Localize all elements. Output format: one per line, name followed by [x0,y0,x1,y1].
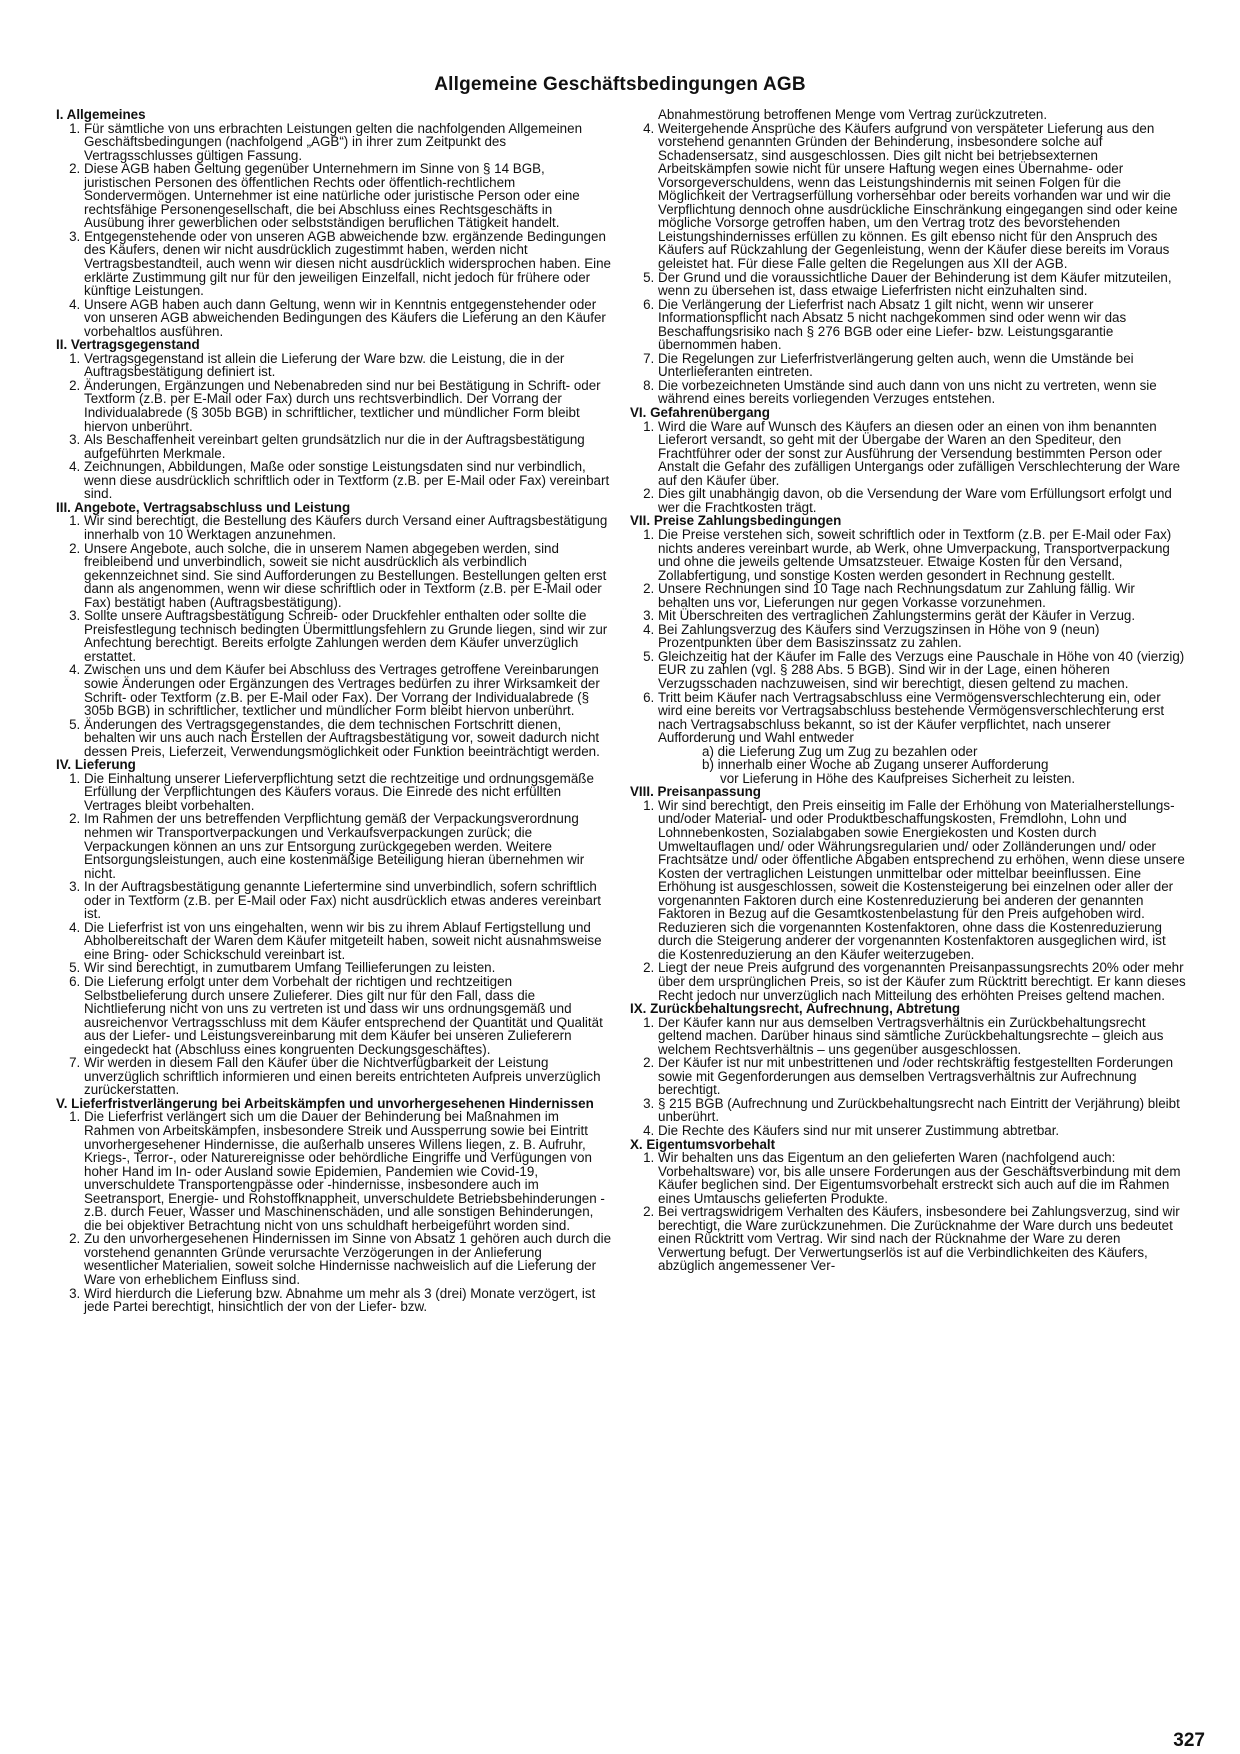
page-number: 327 [1173,1730,1205,1751]
section-list-gefahrenuebergang [630,420,1186,515]
list-item: 5. Der Grund und die voraussichtliche Dauer der Behinderung ist dem Käufer mitzuteilen, wenn zu übersehen ist, dass etwaige Lieferfristen nicht einzuhalten sind. [658,271,1186,298]
page-title: Allgemeine Geschäftsbedingungen AGB [434,74,806,95]
section-list-preise [630,528,1186,745]
section-list-lieferfristverlaengerung-part2 [630,122,1186,406]
list-item: 2. Diese AGB haben Geltung gegenüber Unternehmern im Sinne von § 14 BGB, juristischen Personen des öffentlichen Rechts oder öffentlich-rechtlichem Sondervermögen. Unternehmer ist eine natürliche oder juristische Person oder eine rechtsfähige Personengesellschaft, die bei Abschluss eines Rechtsgeschäfts in Ausübung ihrer gewerblichen oder selbstständigen beruflichen Tätigkeit handelt. [84,162,612,230]
list-item: 2. Liegt der neue Preis aufgrund des vorgenannten Preisanpassungsrechts 20% oder mehr über dem ursprünglichen Preis, so ist der Käufer zum Rücktritt berechtigt. Er kann dieses Recht jedoch nur unverzüglich nach Mitteilung des erhöhten Preises geltend machen. [658,961,1186,1002]
list-item: 6. Tritt beim Käufer nach Vertragsabschluss eine Vermögensverschlechterung ein, oder wird eine bereits vor Vertragsabschluss bestehende Vermögensverschlechterung erst nach Vertragsabschluss bekannt, so ist der Käufer verpflichtet, nach unserer Aufforderung und Wahl entweder [658,691,1186,745]
section-title-preise: VII. Preise Zahlungsbedingungen [630,513,842,529]
list-item: 1. Wir sind berechtigt, den Preis einseitig im Falle der Erhöhung von Materialherstellungs- und/oder Material- und oder Produktbeschaffungskosten, Fremdlohn, Lohn und Lohnnebenkosten, Sozialabgaben sowie Energiekosten und Kosten durch Umweltauflagen und/ oder Währungsregularien und/ oder Zolländerungen und/ oder Frachtsätze und/ oder öffentliche Abgaben entsprechend zu erhöhen, wenn diese unsere Kosten der vertraglichen Leistungen unmittelbar oder mittelbar beeinflussen. Eine Erhöhung ist ausgeschlossen, soweit die Kostensteigerung bei einzelnen oder aller der vorgenannten Faktoren durch eine Kostenreduzierung bei anderen der genannten Faktoren in Bezug auf die Gesamtkostenbelastung für den Preis aufgehoben wird. Reduzieren sich die vorgenannten Kostenfaktoren, ohne dass die Kostenreduzierung durch die Steigerung anderer der vorgenannten Kostenfaktoren ausgeglichen wird, ist die Kostenreduzierung an den Käufer weiterzugeben. [658,799,1186,962]
section-list-lieferfristverlaengerung-continued [630,108,1186,122]
list-item: 4. Unsere AGB haben auch dann Geltung, wenn wir in Kenntnis entgegenstehender oder von unseren AGB abweichenden Bedingungen des Käufers die Lieferung an den Käufer vorbehaltlos ausführen. [84,298,612,339]
list-item: 5. Wir sind berechtigt, in zumutbarem Umfang Teillieferungen zu leisten. [84,961,612,975]
list-item: 4. Die Lieferfrist ist von uns eingehalten, wenn wir bis zu ihrem Ablauf Fertigstellung und Abholbereitschaft der Waren dem Käufer mitgeteilt haben, soweit nicht ausnahmsweise eine Bring- oder Schickschuld vereinbart ist. [84,921,612,962]
list-item: 5. Änderungen des Vertragsgegenstandes, die dem technischen Fortschritt dienen, behalten wir uns auch nach Erstellen der Auftragsbestätigung vor, soweit dadurch nicht dessen Preis, Lieferzeit, Verwendungsmöglichkeit oder Funktion beeinträchtigt werden. [84,718,612,759]
list-item: 3. In der Auftragsbestätigung genannte Liefertermine sind unverbindlich, sofern schriftlich oder in Textform (z.B. per E-Mail oder Fax) nicht ausdrücklich etwas anderes vereinbart ist. [84,880,612,921]
list-item: 3. Mit Überschreiten des vertraglichen Zahlungstermins gerät der Käufer in Verzug. [658,609,1186,623]
list-item: 4. Weitergehende Ansprüche des Käufers aufgrund von verspäteter Lieferung aus den vorstehend genannten Gründen der Behinderung, insbesondere solche auf Schadensersatz, sind ausgeschlossen. Dies gilt nicht bei betriebsexternen Arbeitskämpfen sowie nicht für unsere Haftung wegen eines Übernahme- oder Vorsorgeverschuldens, wenn das Leistungshindernis mit seinen Folgen für die Möglichkeit der Vertragserfüllung vorhersehbar oder bereits vorhanden war und wir die Verpflichtung dennoch ohne ausdrückliche Einschränkung eingegangen sind oder keine mögliche Vorsorge getroffen haben, um den Vertrag trotz des bevorstehenden Leistungshindernisses erfüllen zu können. Es gilt ebenso nicht für den Anspruch des Käufers auf Rückzahlung der Gegenleistung, wenn der Käufer diese bereits im Voraus geleistet hat. Für diese Falle gelten die Regelungen aus XII der AGB. [658,122,1186,271]
list-item: 1. Die Preise verstehen sich, soweit schriftlich oder in Textform (z.B. per E-Mail oder Fax) nichts anderes vereinbart wurde, ab Werk, ohne Umverpackung, Transportverpackung und ohne die jeweils geltende Umsatzsteuer. Etwaige Kosten für den Versand, Zollabfertigung, und sonstige Kosten werden gesondert in Rechnung gestellt. [658,528,1186,582]
list-item: 4. Zwischen uns und dem Käufer bei Abschluss des Vertrages getroffene Vereinbarungen sowie Änderungen oder Ergänzungen des Vertrages bedürfen zu ihrer Wirksamkeit der Schrift- oder Textform (z.B. per E-Mail oder Fax). Der Vorrang der Individualabrede (§ 305b BGB) in schriftlicher, textlicher und mündlicher Form bleibt hiervon unberührt. [84,663,612,717]
list-item: 2. Änderungen, Ergänzungen und Nebenabreden sind nur bei Bestätigung in Schrift- oder Textform (z.B. per E-Mail oder Fax) durch uns rechtsverbindlich. Der Vorrang der Individualabrede (§ 305b BGB) in schriftlicher, textlicher und mündlicher Form bleibt hiervon unberührt. [84,379,612,433]
section-list-angebote [56,514,612,758]
list-item: 2. Zu den unvorhergesehenen Hindernissen im Sinne von Absatz 1 gehören auch durch die vorstehend genannten Gründe verursachte Verzögerungen in der Anlieferung wesentlicher Materialien, soweit solche Hindernisse nachweislich auf die Lieferung der Ware von erheblichem Einfluss sind. [84,1232,612,1286]
section-title-preisanpassung: VIII. Preisanpassung [630,784,761,800]
section-list-zurueckbehaltungsrecht [630,1016,1186,1138]
section-title-lieferung: IV. Lieferung [56,757,136,773]
section-title-eigentumsvorbehalt: X. Eigentumsvorbehalt [630,1136,776,1152]
list-item-continuation: Abnahmestörung betroffenen Menge vom Vertrag zurückzutreten. [658,107,1048,122]
list-item: 3. Als Beschaffenheit vereinbart gelten grundsätzlich nur die in der Auftragsbestätigung aufgeführten Merkmale. [84,433,612,460]
list-item: 1. Die Lieferfrist verlängert sich um die Dauer der Behinderung bei Maßnahmen im Rahmen von Arbeitskämpfen, insbesondere Streik und Aussperrung sowie bei Eintritt unvorhergesehener Hindernisse, die außerhalb unseres Willens liegen, z. B. Aufruhr, Kriegs-, Terror-, oder Naturereignisse oder behördliche Eingriffe und Verfügungen von hoher Hand im In- oder Ausland sowie Epidemien, Pandemien wie Covid-19, unverschuldete Transportengpässe oder -hindernisse, insbesondere auch im Seetransport, Energie- und Rohstoffknappheit, unverschuldete Betriebsbehinderungen - z.B. durch Feuer, Wasser und Maschinenschäden, und alle sonstigen Behinderungen, die bei objektiver Betrachtung nicht von uns schuldhaft herbeigeführt worden sind. [84,1110,612,1232]
list-item: 7. Die Regelungen zur Lieferfristverlängerung gelten auch, wenn die Umstände bei Unterlieferanten eintreten. [658,352,1186,379]
list-item: 4. Zeichnungen, Abbildungen, Maße oder sonstige Leistungsdaten sind nur verbindlich, wenn diese ausdrücklich schriftlich oder in Textform (z.B. per E-Mail oder Fax) vereinbart sind. [84,460,612,501]
list-item: 8. Die vorbezeichneten Umstände sind auch dann von uns nicht zu vertreten, wenn sie während eines bereits vorliegenden Verzuges entstehen. [658,379,1186,406]
list-item: 3. § 215 BGB (Aufrechnung und Zurückbehaltungsrecht nach Eintritt der Verjährung) bleibt unberührt. [658,1097,1186,1124]
section-list-eigentumsvorbehalt [630,1151,1186,1273]
list-item: 6. Die Lieferung erfolgt unter dem Vorbehalt der richtigen und rechtzeitigen Selbstbelieferung durch unsere Zulieferer. Dies gilt nur für den Fall, dass die Nichtlieferung nicht von uns zu vertreten ist und dass wir uns ordnungsgemäß und ausreichenvor Vertragsschluss mit dem Käufer entsprechend der Quantität und Qualität aus der Liefer- und Leistungsvereinbarung mit dem Käufer bei unseren Zulieferern eingedeckt hat (Abschluss eines kongruenten Deckungsgeschäftes). [84,975,612,1056]
left-column [56,108,612,1314]
list-item: 1. Wir sind berechtigt, die Bestellung des Käufers durch Versand einer Auftragsbestätigung innerhalb von 10 Werktagen anzunehmen. [84,514,612,541]
section-title-allgemeines: I. Allgemeines [56,107,146,122]
list-item: 3. Sollte unsere Auftragsbestätigung Schreib- oder Druckfehler enthalten oder sollte die Preisfestlegung technisch bedingten Übermittlungsfehlern zu Grunde liegen, sind wir zur Anfechtung berechtigt. Bereits erfolgte Zahlungen werden dem Käufer unverzüglich erstattet. [84,609,612,663]
list-item: 1. Die Einhaltung unserer Lieferverpflichtung setzt die rechtzeitige und ordnungsgemäße Erfüllung der Verpflichtungen des Käufers voraus. Die Einrede des nicht erfüllten Vertrages bleibt vorbehalten. [84,772,612,813]
right-column [630,108,1186,1273]
list-item: 2. Unsere Rechnungen sind 10 Tage nach Rechnungsdatum zur Zahlung fällig. Wir behalten uns vor, Lieferungen nur gegen Vorkasse vorzunehmen. [658,582,1186,609]
sub-item-b-continued: vor Lieferung in Höhe des Kaufpreises Sicherheit zu leisten. [720,770,1076,786]
sub-item-a: a) die Lieferung Zug um Zug zu bezahlen oder [702,743,978,759]
section-list-preisanpassung [630,799,1186,1002]
list-item: 5. Gleichzeitig hat der Käufer im Falle des Verzugs eine Pauschale in Höhe von 40 (vierzig) EUR zu zahlen (vgl. § 288 Abs. 5 BGB). Sind wir in der Lage, einen höheren Verzugsschaden nachzuweisen, sind wir berechtigt, diesen geltend zu machen. [658,650,1186,691]
section-title-gefahrenuebergang: VI. Gefahrenübergang [630,405,770,421]
list-item: 3. Entgegenstehende oder von unseren AGB abweichende bzw. ergänzende Bedingungen des Käufers, denen wir nicht ausdrücklich zugestimmt haben, werden nicht Vertragsbestandteil, auch wenn wir diesen nicht ausdrücklich widersprochen haben. Eine erklärte Zustimmung gilt nur für den jeweiligen Einzelfall, nicht jedoch für frühere oder künftige Leistungen. [84,230,612,298]
list-item: 4. Die Rechte des Käufers sind nur mit unserer Zustimmung abtretbar. [658,1124,1186,1138]
list-item: 1. Wir behalten uns das Eigentum an den gelieferten Waren (nachfolgend auch: Vorbehaltsware) vor, bis alle unsere Forderungen aus der Geschäftsverbindung mit dem Käufer beglichen sind. Der Eigentumsvorbehalt erstreckt sich auch auf die im Rahmen eines Umtauschs gelieferten Produkte. [658,1151,1186,1205]
sub-item-b: b) innerhalb einer Woche ab Zugang unserer Aufforderung [702,757,1049,773]
list-item: 1. Der Käufer kann nur aus demselben Vertragsverhältnis ein Zurückbehaltungsrecht geltend machen. Darüber hinaus sind sämtliche Zurückbehaltungsrechte – gleich aus welchem Rechtsverhältnis – uns gegenüber ausgeschlossen. [658,1016,1186,1057]
section-list-allgemeines [56,122,612,339]
section-title-lieferfristverlaengerung: V. Lieferfristverlängerung bei Arbeitskämpfen und unvorhergesehenen Hindernissen [56,1095,594,1111]
section-list-lieferung [56,772,612,1097]
list-item: 2. Im Rahmen der uns betreffenden Verpflichtung gemäß der Verpackungsverordnung nehmen wir Transportverpackungen und Verkaufsverpackungen zurück; die Verpackungen können an uns zur Entsorgung zurückgegeben werden. Weitere Entsorgungsleistungen, auch eine kostenmäßige Beteiligung hieran übernehmen wir nicht. [84,812,612,880]
section-list-lieferfristverlaengerung [56,1110,612,1313]
list-item: 2. Bei vertragswidrigem Verhalten des Käufers, insbesondere bei Zahlungsverzug, sind wir berechtigt, die Ware zurückzunehmen. Die Zurücknahme der Ware durch uns bedeutet einen Rücktritt vom Vertrag. Wir sind nach der Rücknahme der Ware zu deren Verwertung befugt. Der Verwertungserlös ist auf die Verbindlichkeiten des Käufers, abzüglich angemessener Ver- [658,1205,1186,1273]
section-title-angebote: III. Angebote, Vertragsabschluss und Leistung [56,499,351,515]
list-item: 2. Dies gilt unabhängig davon, ob die Versendung der Ware vom Erfüllungsort erfolgt und wer die Frachtkosten trägt. [658,487,1186,514]
list-item: 2. Unsere Angebote, auch solche, die in unserem Namen abgegeben werden, sind freibleibend und unverbindlich, soweit sie nicht ausdrücklich als verbindlich gekennzeichnet sind. Sie sind Aufforderungen zu Bestellungen. Bestellungen gelten erst dann als angenommen, wenn wir diese schriftlich oder in Textform (z.B. per E-Mail oder Fax) bestätigt haben (Auftragsbestätigung). [84,542,612,610]
list-item: 1. Für sämtliche von uns erbrachten Leistungen gelten die nachfolgenden Allgemeinen Geschäftsbedingungen (nachfolgend „AGB“) in ihrer zum Zeitpunkt des Vertragsschlusses gültigen Fassung. [84,122,612,163]
section-list-vertragsgegenstand [56,352,612,501]
list-item: 1. Vertragsgegenstand ist allein die Lieferung der Ware bzw. die Leistung, die in der Auftragsbestätigung definiert ist. [84,352,612,379]
list-item: 1. Wird die Ware auf Wunsch des Käufers an diesen oder an einen von ihm benannten Lieferort versandt, so geht mit der Übergabe der Waren an den Spediteur, den Frachtführer oder der sonst zur Ausführung der Versendung bestimmten Person oder Anstalt die Gefahr des zufälligen Untergangs oder zufälligen Verschlechterung der Ware auf den Käufer über. [658,420,1186,488]
list-item: 7. Wir werden in diesem Fall den Käufer über die Nichtverfügbarkeit der Leistung unverzüglich schriftlich informieren und einen bereits entrichteten Aufpreis unverzüglich zurückerstatten. [84,1056,612,1097]
list-item: 6. Die Verlängerung der Lieferfrist nach Absatz 1 gilt nicht, wenn wir unserer Informationspflicht nach Absatz 5 nicht nachgekommen sind oder wenn wir das Beschaffungsrisiko nach § 276 BGB oder eine Liefer- bzw. Leistungsgarantie übernommen haben. [658,298,1186,352]
list-item: 4. Bei Zahlungsverzug des Käufers sind Verzugszinsen in Höhe von 9 (neun) Prozentpunkten über dem Basiszinssatz zu zahlen. [658,623,1186,650]
section-title-zurueckbehaltungsrecht: IX. Zurückbehaltungsrecht, Aufrechnung, Abtretung [630,1001,961,1017]
section-title-vertragsgegenstand: II. Vertragsgegenstand [56,337,200,353]
list-item: 2. Der Käufer ist nur mit unbestrittenen und /oder rechtskräftig festgestellten Forderungen sowie mit Gegenforderungen aus demselben Vertragsverhältnis zur Aufrechnung berechtigt. [658,1056,1186,1097]
list-item: 3. Wird hierdurch die Lieferung bzw. Abnahme um mehr als 3 (drei) Monate verzögert, ist jede Partei berechtigt, hinsichtlich der von der Liefer- bzw. [84,1287,612,1314]
